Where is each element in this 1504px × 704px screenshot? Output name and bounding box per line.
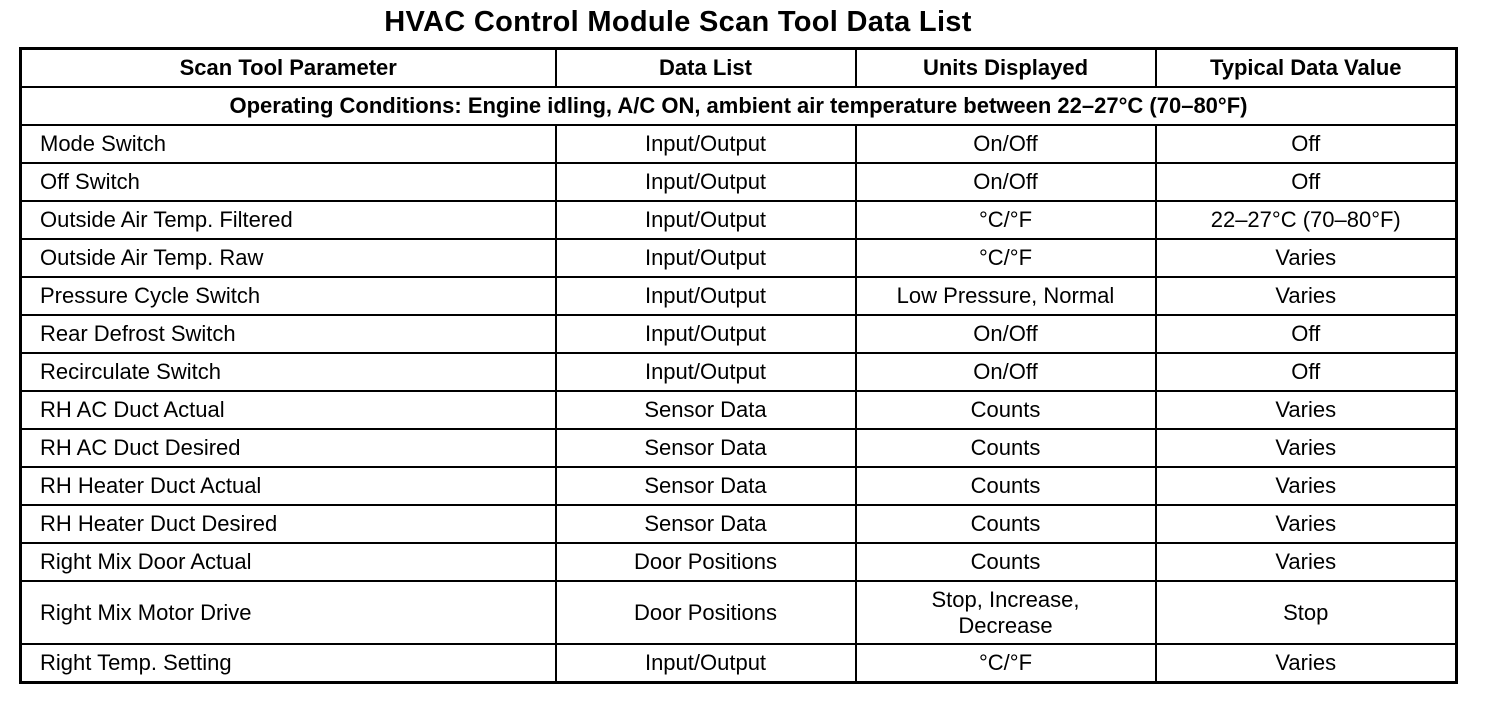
units-cell: °C/°F bbox=[856, 644, 1156, 683]
table-row bbox=[21, 644, 1457, 683]
typical-value-cell: 22–27°C (70–80°F) bbox=[1156, 201, 1457, 239]
typical-value-cell: Varies bbox=[1156, 429, 1457, 467]
typical-value-cell: Varies bbox=[1156, 239, 1457, 277]
table-row bbox=[21, 163, 1457, 201]
units-cell: Counts bbox=[856, 505, 1156, 543]
parameter-cell: Right Temp. Setting bbox=[21, 644, 556, 683]
data-list-cell: Input/Output bbox=[556, 353, 856, 391]
parameter-cell: Recirculate Switch bbox=[21, 353, 556, 391]
parameter-cell: Rear Defrost Switch bbox=[21, 315, 556, 353]
parameter-cell: Off Switch bbox=[21, 163, 556, 201]
typical-value-cell: Off bbox=[1156, 125, 1457, 163]
operating-conditions: Operating Conditions: Engine idling, A/C ON, ambient air temperature between 22–27°C (70–80°F) bbox=[21, 87, 1457, 125]
units-cell: On/Off bbox=[856, 163, 1156, 201]
data-list-cell: Sensor Data bbox=[556, 429, 856, 467]
parameter-cell: RH AC Duct Actual bbox=[21, 391, 556, 429]
parameter-cell: Outside Air Temp. Raw bbox=[21, 239, 556, 277]
table-row bbox=[21, 581, 1457, 644]
parameter-cell: Mode Switch bbox=[21, 125, 556, 163]
typical-value-cell: Off bbox=[1156, 163, 1457, 201]
scan-tool-data-table bbox=[19, 47, 1458, 684]
table-row bbox=[21, 505, 1457, 543]
units-cell: °C/°F bbox=[856, 239, 1156, 277]
typical-value-cell: Varies bbox=[1156, 644, 1457, 683]
parameter-cell: RH Heater Duct Desired bbox=[21, 505, 556, 543]
units-cell: Low Pressure, Normal bbox=[856, 277, 1156, 315]
table-row bbox=[21, 429, 1457, 467]
data-list-cell: Input/Output bbox=[556, 125, 856, 163]
units-cell: °C/°F bbox=[856, 201, 1156, 239]
units-cell: On/Off bbox=[856, 125, 1156, 163]
data-list-cell: Input/Output bbox=[556, 315, 856, 353]
table-row bbox=[21, 315, 1457, 353]
parameter-cell: Pressure Cycle Switch bbox=[21, 277, 556, 315]
units-line-2: Decrease bbox=[958, 612, 1053, 638]
data-list-cell: Sensor Data bbox=[556, 505, 856, 543]
units-cell: Counts bbox=[856, 467, 1156, 505]
typical-value-cell: Off bbox=[1156, 315, 1457, 353]
header-typical-data-value: Typical Data Value bbox=[1156, 49, 1457, 88]
header-row bbox=[21, 49, 1457, 88]
data-list-cell: Input/Output bbox=[556, 201, 856, 239]
table-row bbox=[21, 543, 1457, 581]
units-cell: On/Off bbox=[856, 353, 1156, 391]
data-list-cell: Sensor Data bbox=[556, 391, 856, 429]
document-title: HVAC Control Module Scan Tool Data List bbox=[384, 6, 972, 38]
operating-conditions-row bbox=[21, 87, 1457, 125]
units-cell: Counts bbox=[856, 391, 1156, 429]
typical-value-cell: Varies bbox=[1156, 391, 1457, 429]
data-list-cell: Input/Output bbox=[556, 277, 856, 315]
parameter-cell: RH Heater Duct Actual bbox=[21, 467, 556, 505]
units-line-1: Stop, Increase, bbox=[931, 586, 1080, 612]
typical-value-cell: Varies bbox=[1156, 505, 1457, 543]
data-list-cell: Door Positions bbox=[556, 543, 856, 581]
header-units-displayed: Units Displayed bbox=[856, 49, 1156, 88]
units-cell: On/Off bbox=[856, 315, 1156, 353]
header-scan-tool-parameter: Scan Tool Parameter bbox=[21, 49, 556, 88]
table-row bbox=[21, 201, 1457, 239]
typical-value-cell: Varies bbox=[1156, 277, 1457, 315]
typical-value-cell: Varies bbox=[1156, 467, 1457, 505]
units-cell bbox=[856, 581, 1156, 644]
parameter-cell: Right Mix Motor Drive bbox=[21, 581, 556, 644]
table-row bbox=[21, 125, 1457, 163]
header-data-list: Data List bbox=[556, 49, 856, 88]
parameter-cell: RH AC Duct Desired bbox=[21, 429, 556, 467]
parameter-cell: Right Mix Door Actual bbox=[21, 543, 556, 581]
data-list-cell: Door Positions bbox=[556, 581, 856, 644]
table-row bbox=[21, 391, 1457, 429]
data-list-cell: Input/Output bbox=[556, 644, 856, 683]
data-list-cell: Input/Output bbox=[556, 239, 856, 277]
typical-value-cell: Stop bbox=[1156, 581, 1457, 644]
table-row bbox=[21, 277, 1457, 315]
units-cell: Counts bbox=[856, 543, 1156, 581]
typical-value-cell: Varies bbox=[1156, 543, 1457, 581]
data-list-cell: Sensor Data bbox=[556, 467, 856, 505]
table-row bbox=[21, 467, 1457, 505]
table-row bbox=[21, 239, 1457, 277]
parameter-cell: Outside Air Temp. Filtered bbox=[21, 201, 556, 239]
units-cell: Counts bbox=[856, 429, 1156, 467]
table-row bbox=[21, 353, 1457, 391]
data-list-cell: Input/Output bbox=[556, 163, 856, 201]
typical-value-cell: Off bbox=[1156, 353, 1457, 391]
